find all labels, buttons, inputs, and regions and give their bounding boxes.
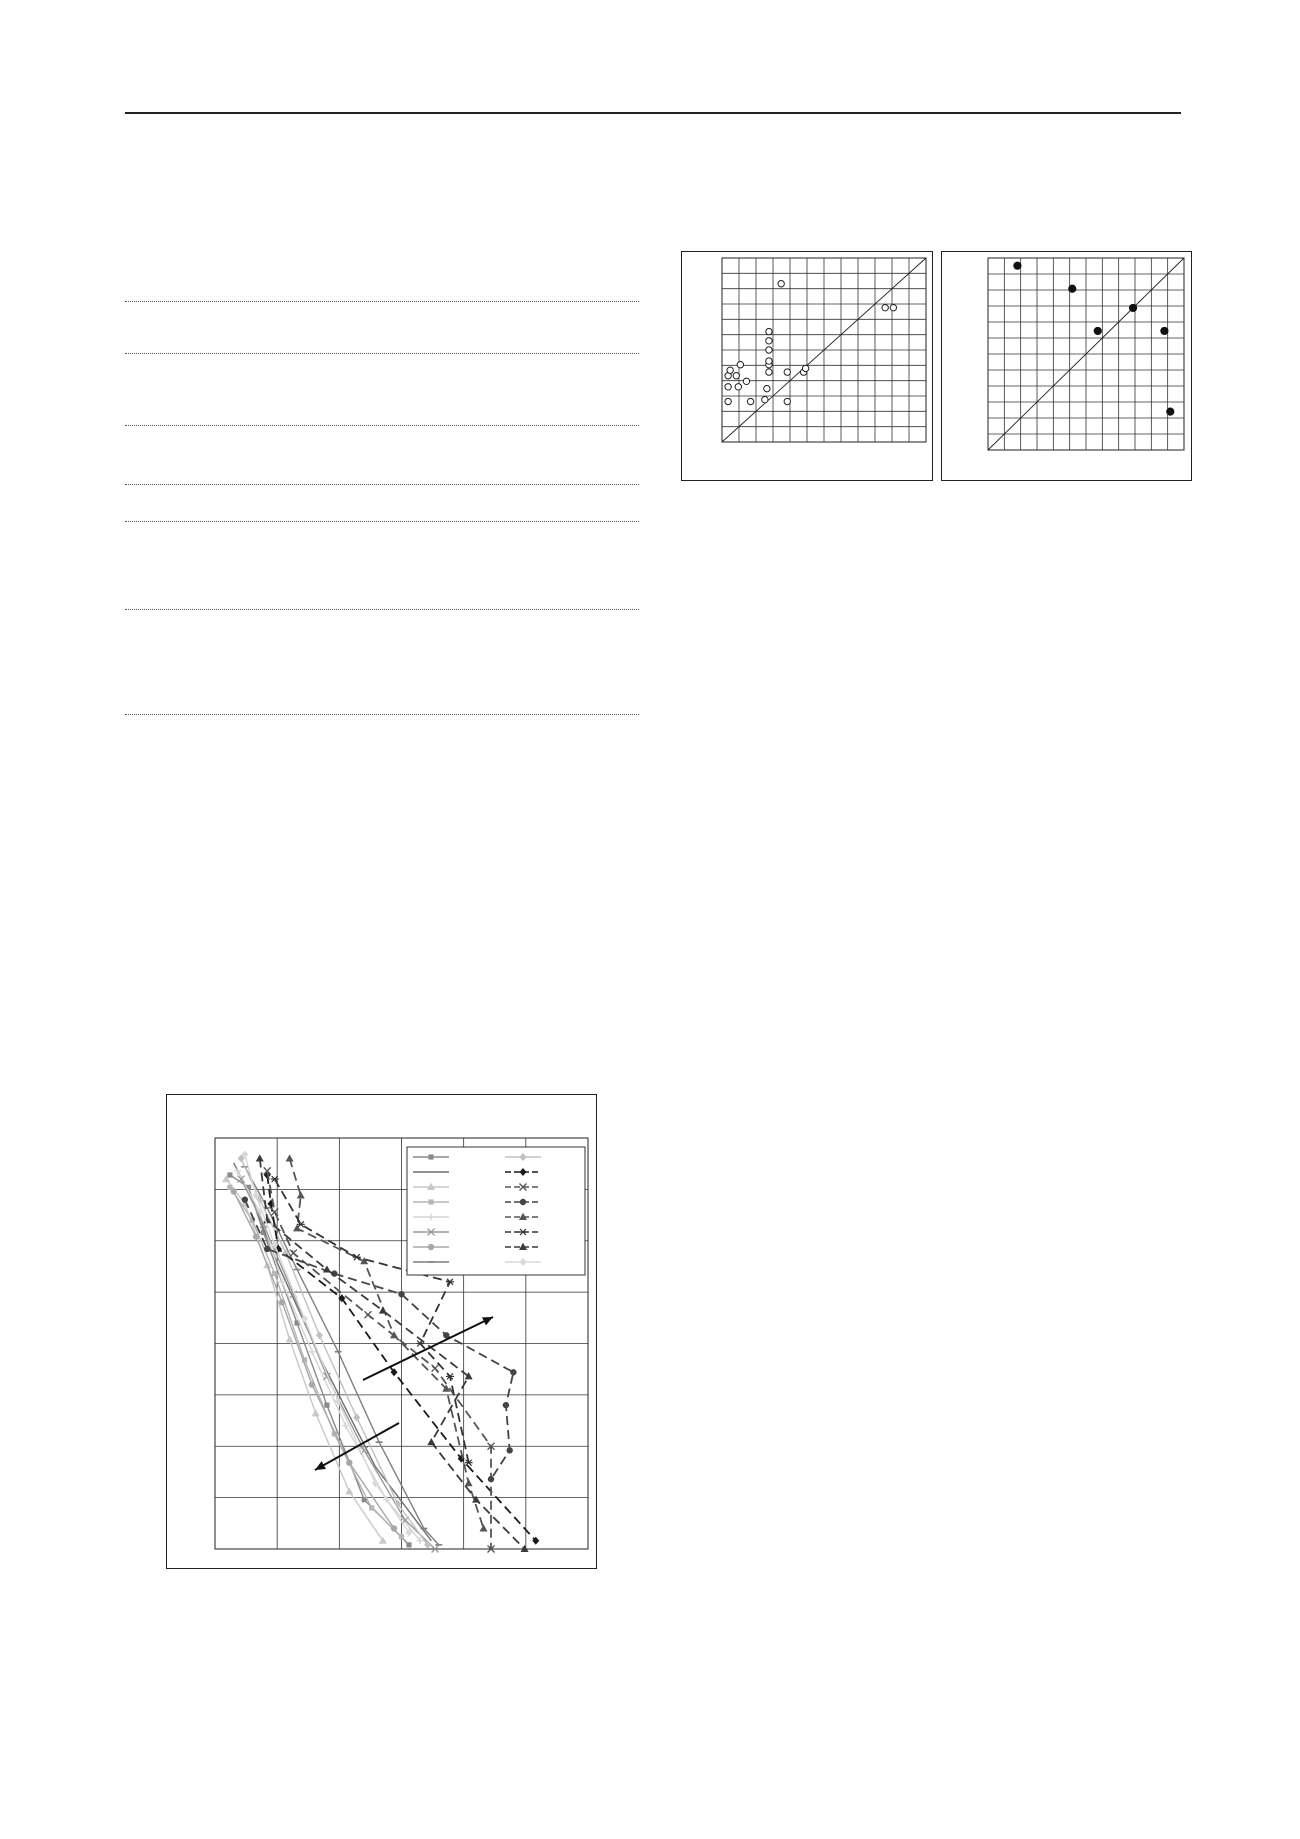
series-marker	[428, 1199, 433, 1204]
data-point	[766, 347, 772, 353]
data-point	[766, 369, 772, 375]
series-marker	[399, 1534, 404, 1539]
series-marker	[227, 1172, 232, 1177]
series-marker	[279, 1299, 285, 1305]
legend-box	[407, 1147, 585, 1275]
series-marker	[242, 1196, 248, 1202]
series-marker	[391, 1525, 397, 1531]
data-point	[725, 384, 731, 390]
data-point	[784, 369, 790, 375]
left-scatter-chart	[681, 251, 933, 481]
table-rule-5	[125, 521, 639, 522]
header-rule	[125, 112, 1181, 114]
series-marker	[520, 1199, 526, 1205]
data-point	[802, 365, 808, 371]
series-marker	[230, 1188, 236, 1194]
data-point	[725, 398, 731, 404]
table-rule-2	[125, 353, 639, 354]
data-point	[1014, 262, 1021, 269]
table-rule-1	[125, 301, 639, 302]
data-point	[743, 378, 749, 384]
series-marker	[503, 1402, 509, 1408]
series-marker	[510, 1369, 516, 1375]
series-marker	[506, 1447, 512, 1453]
left-scatter-plot	[682, 252, 932, 480]
data-point	[764, 385, 770, 391]
data-point	[1069, 285, 1076, 292]
right-scatter-chart	[941, 251, 1192, 481]
profile-chart	[166, 1094, 597, 1569]
table-rule-4	[125, 484, 639, 485]
data-point	[733, 373, 739, 379]
data-point	[1161, 327, 1168, 334]
series-marker	[346, 1459, 352, 1465]
series-marker	[272, 1271, 277, 1276]
table-rule-6	[125, 609, 639, 610]
series-marker	[488, 1476, 494, 1482]
data-point	[766, 328, 772, 334]
series-marker	[253, 1233, 259, 1239]
series-marker	[398, 1291, 404, 1297]
data-point	[784, 398, 790, 404]
data-point	[737, 362, 743, 368]
table-rule-3	[125, 425, 639, 426]
series-marker	[428, 1244, 434, 1250]
series-marker	[309, 1381, 315, 1387]
data-point	[747, 398, 753, 404]
data-point	[1129, 304, 1136, 311]
series-marker	[428, 1154, 433, 1159]
right-scatter-plot	[942, 252, 1191, 480]
data-point	[762, 396, 768, 402]
data-point	[1167, 408, 1174, 415]
data-point	[766, 338, 772, 344]
series-marker	[324, 1403, 329, 1408]
profile-plot	[167, 1095, 596, 1568]
data-point	[735, 384, 741, 390]
data-point	[727, 367, 733, 373]
series-marker	[369, 1505, 374, 1510]
series-marker	[406, 1542, 411, 1547]
table-rule-7	[125, 714, 639, 715]
data-point	[778, 281, 784, 287]
data-point	[890, 304, 896, 310]
data-point	[882, 304, 888, 310]
series-marker	[264, 1246, 270, 1252]
data-point	[766, 358, 772, 364]
data-point	[1094, 327, 1101, 334]
